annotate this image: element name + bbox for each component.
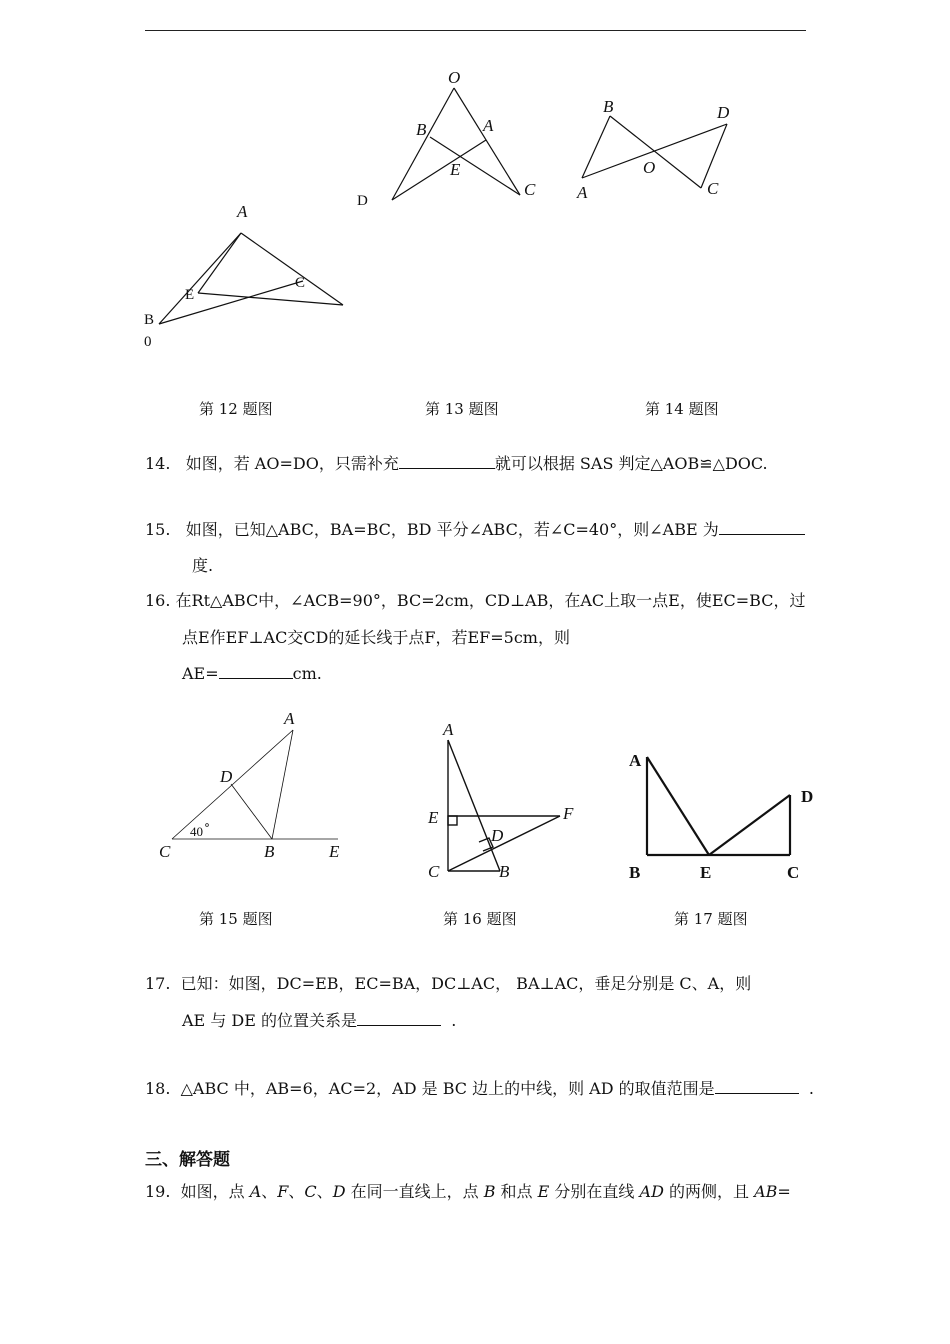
fig15-label-C: C — [159, 842, 171, 861]
caption-figure-15: 第 15 题图 — [199, 910, 273, 928]
question-text: 在同一直线上，点 — [345, 1182, 484, 1201]
fig15-label-E: E — [329, 842, 340, 861]
fig16-label-C: C — [428, 862, 440, 881]
question-text: △ABC 中，AB=6，AC=2，AD 是 BC 边上的中线，则 AD 的取值范围是 — [180, 1079, 715, 1098]
caption-figure-14: 第 14 题图 — [645, 400, 719, 418]
question-16 — [145, 590, 805, 612]
caption-figure-16: 第 16 题图 — [443, 910, 517, 928]
answer-blank[interactable] — [219, 662, 293, 679]
answer-blank[interactable] — [357, 1009, 441, 1026]
fig16-line-AB — [448, 740, 500, 871]
question-text: 在Rt△ABC中，∠ACB=90°，BC=2cm，CD⊥AB，在AC上取一点E，使EC=BC，过 — [175, 591, 806, 610]
separator: 、 — [316, 1182, 333, 1201]
fig13-line-DA — [392, 140, 486, 200]
point-label: E — [537, 1182, 550, 1201]
fig16-label-E: E — [428, 808, 439, 827]
question-number: 17. — [145, 974, 171, 993]
fig13-line-OD — [392, 88, 454, 200]
fig14-label-A: A — [577, 183, 588, 202]
fig13-label-C: C — [524, 180, 536, 199]
caption-figure-12: 第 12 题图 — [199, 400, 273, 418]
point-label: D — [332, 1182, 346, 1201]
fig12-label-E: E — [185, 287, 195, 303]
question-18 — [145, 1077, 814, 1100]
equals-sign: = — [777, 1182, 791, 1201]
fig14-label-B: B — [603, 97, 614, 116]
question-17-answer-line — [182, 1009, 456, 1032]
fig17-label-D: D — [801, 787, 814, 806]
fig13-label-D: D — [357, 193, 368, 209]
fig17-line-ED — [709, 795, 790, 855]
figure-15 — [150, 705, 360, 870]
fig12-label-B: B — [144, 312, 155, 328]
fig17-label-A: A — [629, 751, 642, 770]
caption-figure-13: 第 13 题图 — [425, 400, 499, 418]
fig15-label-D: D — [220, 767, 233, 786]
fig12-line-AD — [241, 233, 343, 305]
question-15 — [145, 518, 805, 541]
fig13-label-A: A — [483, 116, 494, 135]
fig12-line-EA — [198, 233, 241, 293]
fig16-label-B: B — [499, 862, 510, 881]
degree-symbol — [206, 824, 209, 827]
figure-14 — [565, 90, 755, 210]
fig16-label-A: A — [443, 720, 454, 739]
question-text: 的两侧，且 — [663, 1182, 755, 1201]
question-number: 19. — [145, 1182, 171, 1201]
fig15-line-BD — [231, 784, 272, 839]
fig12-label-zero: 0 — [144, 334, 152, 350]
caption-figure-17: 第 17 题图 — [674, 910, 748, 928]
question-text: 如图，点 — [180, 1182, 250, 1201]
right-angle-marker — [448, 816, 457, 825]
point-label: A — [249, 1182, 262, 1201]
fig17-label-B: B — [629, 863, 641, 882]
fig13-line-CB — [430, 137, 520, 195]
question-text: 分别在直线 — [549, 1182, 640, 1201]
fig12-line-DE — [198, 293, 343, 305]
point-label: F — [277, 1182, 289, 1201]
fig15-label-B: B — [264, 842, 275, 861]
answer-blank[interactable] — [719, 518, 805, 535]
question-17 — [145, 973, 751, 995]
answer-blank[interactable] — [399, 452, 495, 469]
section-title: 三、解答题 — [145, 1150, 230, 1170]
fig12-line-AB — [159, 233, 241, 324]
fig15-angle-label: 40 — [190, 824, 203, 839]
fig12-label-C: C — [295, 275, 306, 291]
question-text: 点E作EF⊥AC交CD的延长线于点F，若EF=5cm，则 — [182, 628, 570, 647]
fig12-label-A: A — [237, 202, 248, 221]
question-text: . — [808, 1079, 814, 1098]
fig16-label-D: D — [491, 826, 504, 845]
question-text: 就可以根据 SAS 判定△AOB≌△DOC. — [494, 454, 768, 473]
fig17-label-C: C — [787, 863, 800, 882]
point-label: B — [483, 1182, 496, 1201]
fig14-line-CB — [610, 116, 701, 188]
question-text: 已知：如图，DC=EB，EC=BA，DC⊥AC， BA⊥AC，垂足分别是 C、A，则 — [180, 974, 752, 993]
fig13-label-E: E — [450, 160, 461, 179]
question-number: 18. — [145, 1079, 171, 1098]
question-text: cm. — [292, 664, 322, 683]
fig14-label-O: O — [643, 158, 656, 177]
fig12-line-BC — [159, 281, 303, 324]
figure-17 — [620, 745, 830, 885]
separator: 、 — [261, 1182, 278, 1201]
question-text: 如图，若 AO=DO，只需补充 — [185, 454, 399, 473]
fig16-label-F: F — [563, 804, 574, 823]
question-19 — [145, 1181, 791, 1203]
question-16-answer-line — [182, 662, 322, 685]
point-label: C — [304, 1182, 317, 1201]
line-label: AD — [639, 1182, 664, 1201]
fig13-label-B: B — [416, 120, 427, 139]
question-number: 16. — [145, 591, 171, 610]
fig14-label-C: C — [707, 179, 719, 198]
segment-label: AB — [754, 1182, 778, 1201]
question-number: 14. — [145, 454, 171, 473]
fig13-label-O: O — [448, 68, 461, 87]
figure-12 — [140, 200, 360, 360]
figure-13 — [350, 65, 550, 215]
answer-blank[interactable] — [715, 1077, 799, 1094]
question-text: 和点 — [495, 1182, 538, 1201]
question-text: 度. — [192, 556, 214, 575]
question-text: . — [451, 1011, 457, 1030]
fig15-label-A: A — [284, 709, 295, 728]
fig14-label-D: D — [717, 103, 730, 122]
fig17-line-AE — [647, 757, 709, 855]
separator: 、 — [288, 1182, 305, 1201]
top-rule — [145, 30, 806, 31]
question-text: 如图，已知△ABC，BA=BC，BD 平分∠ABC，若∠C=40°，则∠ABE 为 — [185, 520, 719, 539]
fig17-label-E: E — [700, 863, 712, 882]
fig13-line-OC — [454, 88, 520, 195]
question-14 — [145, 452, 768, 475]
question-text: AE= — [182, 664, 219, 683]
figure-16 — [420, 715, 590, 885]
question-number: 15. — [145, 520, 171, 539]
question-text: AE 与 DE 的位置关系是 — [182, 1011, 358, 1030]
